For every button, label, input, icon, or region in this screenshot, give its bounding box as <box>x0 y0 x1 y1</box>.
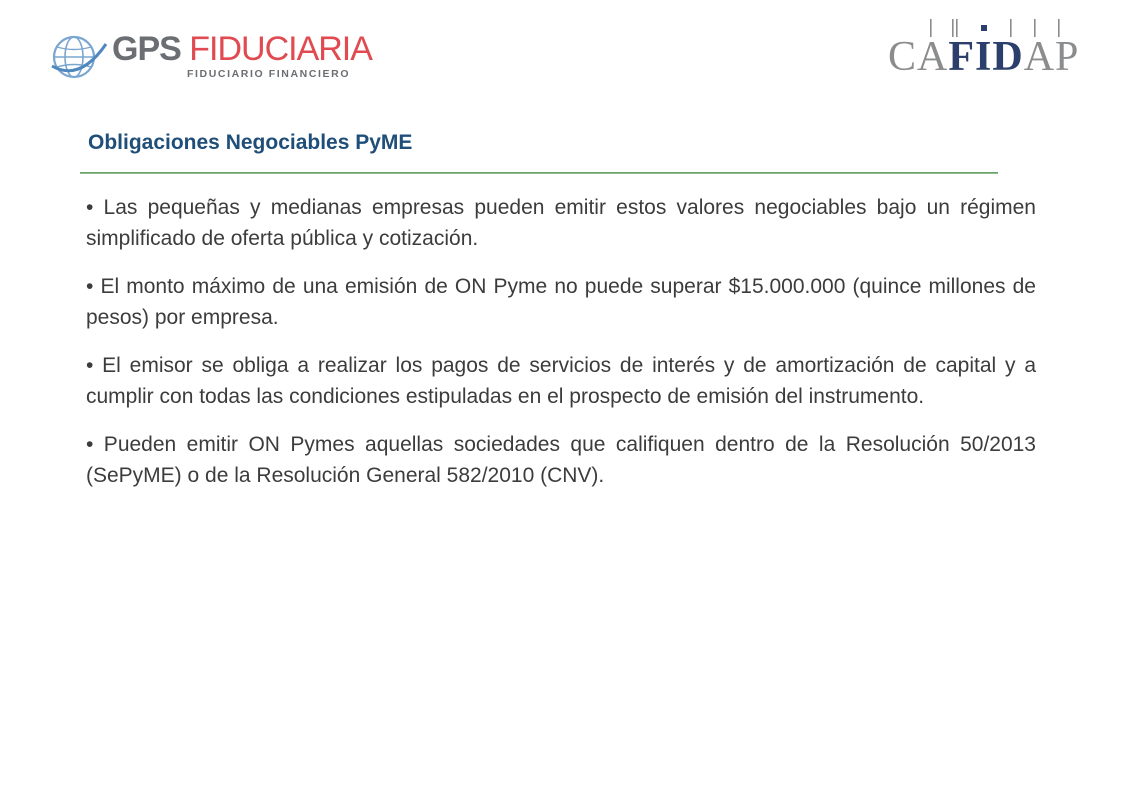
logo-wordmark <box>112 32 372 66</box>
slide-title: Obligaciones Negociables PyME <box>88 131 413 154</box>
bullet-paragraph: • El emisor se obliga a realizar los pagos de servicios de interés y de amortización de capital y a cumplir con todas las condiciones estipuladas en el prospecto de emisión del instrumento. <box>86 354 1036 408</box>
cafidap-logo <box>888 18 1080 80</box>
logo-gps-text: GPS <box>112 30 190 68</box>
cafidap-part2: FID <box>948 34 1024 80</box>
bullet-paragraph: • Pueden emitir ON Pymes aquellas sociedades que califiquen dentro de la Resolución 50/2013 (SePyME) o de la Resolución General 582/2010 (CNV). <box>86 433 1036 487</box>
globe-icon <box>50 32 108 82</box>
slide-body <box>86 192 1036 508</box>
bullet-paragraph: • El monto máximo de una emisión de ON Pyme no puede superar $15.000.000 (quince millones de pesos) por empresa. <box>86 275 1036 329</box>
cafidap-wordmark <box>888 36 1079 78</box>
cafidap-part3: AP <box>1023 34 1080 80</box>
bullet-paragraph: • Las pequeñas y medianas empresas pueden emitir estos valores negociables bajo un régimen simplificado de oferta pública y cotización. <box>86 196 1036 250</box>
gps-fiduciaria-logo <box>50 30 370 86</box>
logo-fiduciaria-text: FIDUCIARIA <box>189 30 372 68</box>
cafidap-part1: CA <box>888 34 949 80</box>
logo-subtitle: FIDUCIARIO FINANCIERO <box>187 68 351 80</box>
title-divider <box>80 172 998 174</box>
